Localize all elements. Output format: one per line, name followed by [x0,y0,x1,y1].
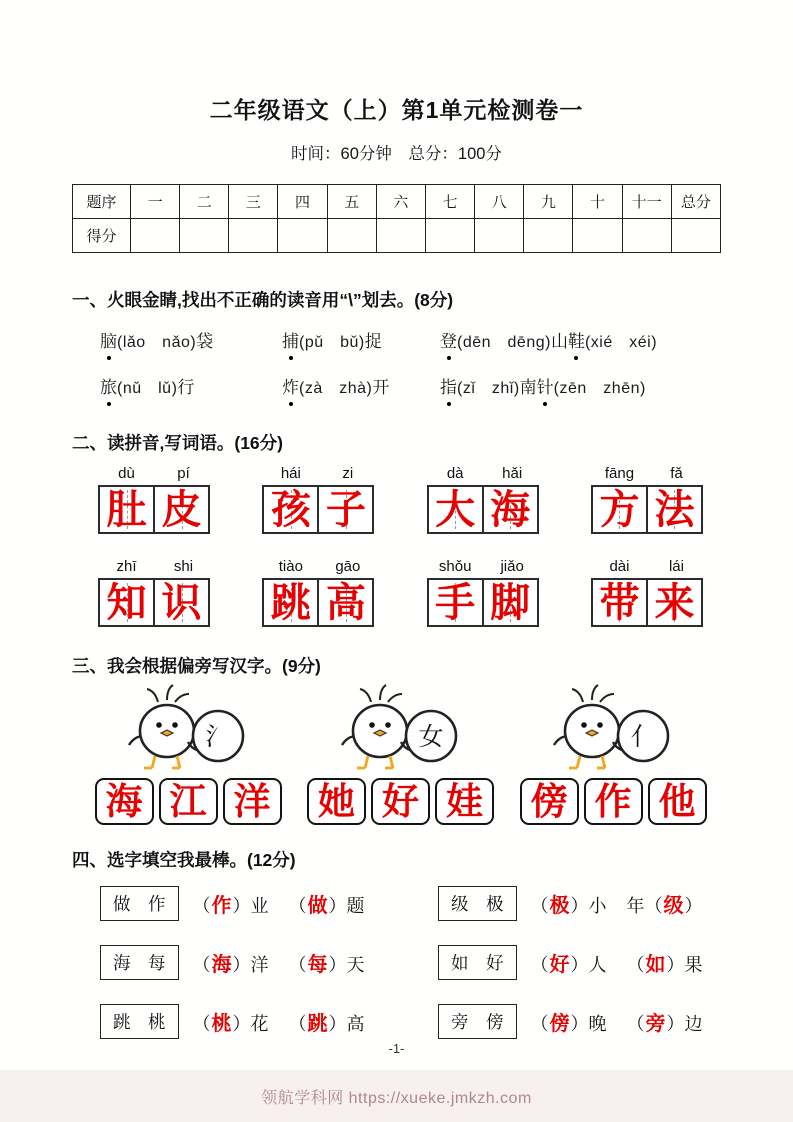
pinyin-options: (zǐ zhǐ) [457,380,520,397]
handwritten-answer: 娃 [446,781,483,822]
dotted-char-2: 鞋 [568,327,585,357]
radical-group [90,682,286,825]
writing-cell [98,578,155,627]
blank-suffix: ）题 [328,896,365,916]
pinyin-options: (nǔ lǔ) [117,380,178,397]
score-cell-empty [524,219,573,253]
suffix-char: 捉 [364,332,382,351]
pinyin-label [98,558,212,575]
handwritten-answer: 来 [654,580,695,625]
pinyin-options: (dēn dēng) [457,334,551,351]
writing-cell [98,485,155,534]
fill-blank [289,1007,365,1036]
answer-box [307,778,366,825]
handwritten-answer: 法 [654,487,695,532]
handwritten-answer: 每 [307,954,328,976]
blank-prefix: （ [626,955,645,975]
fill-blank [531,889,607,918]
score-table-score-row [73,219,721,253]
fill-blank [531,1007,607,1036]
section2-row-1 [72,465,721,534]
handwritten-answer: 如 [645,954,666,976]
score-col-header: 六 [376,185,425,219]
pinyin-syllable: lái [668,558,684,575]
writing-cell [153,578,210,627]
fill-blank [289,948,365,977]
fill-blank [193,948,269,977]
score-table-label-score: 得分 [73,219,131,253]
handwritten-answer: 孩 [270,487,311,532]
pinyin-label [98,465,212,482]
suffix-char: 开 [372,378,390,397]
score-cell-empty [622,219,671,253]
dotted-char: 捕 [282,327,299,357]
handwritten-answer: 极 [549,895,570,917]
exam-meta: 时间：60分钟 总分：100分 [291,145,502,163]
blank-prefix: （ [192,896,211,916]
handwritten-answer: 手 [435,580,476,625]
section4-title: 四、选字填空我最棒。(12分) [72,850,296,870]
score-col-header: 五 [327,185,376,219]
footer-watermark-bar [0,1070,793,1122]
handwritten-answer: 方 [599,487,640,532]
section3-row [72,682,721,825]
handwritten-answer: 她 [318,781,355,822]
bird-illustration [549,682,677,776]
bird-illustration [337,682,465,776]
writing-cell [646,578,703,627]
phonetic-item [440,327,657,358]
writing-boxes [591,578,707,627]
handwritten-answer: 作 [211,895,232,917]
score-cell-empty [180,219,229,253]
section3-title: 三、我会根据偏旁写汉字。(9分) [72,656,321,676]
writing-boxes [262,485,378,534]
radical-sign: 女 [417,723,444,751]
answer-box [159,778,218,825]
fill-blank [193,1007,269,1036]
radical-answer-boxes [307,778,494,825]
pinyin-syllable: dài [609,558,630,575]
section4-grid [72,886,721,1039]
answer-box [520,778,579,825]
fill-blank [193,889,269,918]
pinyin-label [591,465,705,482]
radical-group [515,682,711,825]
handwritten-answer: 肚 [106,487,147,532]
blank-prefix: （ [192,955,211,975]
handwritten-answer: 海 [490,487,531,532]
score-cell-empty [278,219,327,253]
handwritten-answer: 跳 [307,1013,328,1035]
handwritten-answer: 级 [663,895,684,917]
handwritten-answer: 知 [106,580,147,625]
handwritten-answer: 识 [161,580,202,625]
handwritten-answer: 子 [325,487,366,532]
dotted-char: 脑 [100,327,117,357]
blank-prefix: （ [288,955,307,975]
choice-box: 跳 桃 [100,1004,179,1039]
writing-cell [482,578,539,627]
pinyin-syllable: fǎ [670,465,683,482]
radical-answer-boxes [95,778,282,825]
suffix-char: 行 [177,378,195,397]
choice-box: 海 每 [100,945,179,980]
answer-box [435,778,494,825]
blank-prefix: （ [530,1014,549,1034]
pinyin-word-group [98,465,214,534]
writing-boxes [98,578,214,627]
blank-suffix: ）边 [666,1014,703,1034]
section2-title: 二、读拼音,写词语。(16分) [72,433,283,453]
score-table [72,184,721,253]
blank-suffix: ） [684,896,703,916]
blank-prefix: （ [626,1014,645,1034]
score-col-header: 七 [425,185,474,219]
pinyin-word-group [427,465,543,534]
blank-suffix: ）晚 [570,1014,607,1034]
handwritten-answer: 好 [382,781,419,822]
handwritten-answer: 海 [105,781,143,822]
writing-cell [646,485,703,534]
pinyin-syllable: dù [118,465,135,482]
radical-sign: 氵 [205,723,231,751]
blank-suffix: ）业 [232,896,269,916]
dotted-char-2: 针 [537,373,554,403]
choice-fill-item [100,945,438,980]
suffix-char: 南 [519,378,537,397]
score-col-header: 四 [278,185,327,219]
fill-blank [627,889,703,918]
suffix-char: 袋 [196,332,214,351]
handwritten-answer: 大 [435,487,476,532]
choice-box: 旁 傍 [438,1004,517,1039]
choice-box: 级 极 [438,886,517,921]
score-cell-empty [475,219,524,253]
blank-prefix: 年（ [626,896,663,916]
handwritten-answer: 海 [211,954,232,976]
pinyin-syllable: tiào [278,558,303,575]
handwritten-answer: 旁 [645,1013,666,1035]
pinyin-syllable: fāng [604,465,635,482]
pinyin-syllable: zi [342,465,354,482]
writing-boxes [591,485,707,534]
score-col-header: 二 [180,185,229,219]
writing-cell [262,485,319,534]
writing-cell [262,578,319,627]
handwritten-answer: 桃 [211,1013,232,1035]
pinyin-word-group [262,465,378,534]
choice-box: 做 作 [100,886,179,921]
pinyin-label [427,465,541,482]
writing-cell [153,485,210,534]
section2-row-2 [72,558,721,627]
pinyin-label [591,558,705,575]
handwritten-answer: 作 [594,781,632,822]
fill-blank [531,948,607,977]
score-col-header: 十一 [622,185,671,219]
score-cell-empty [229,219,278,253]
blank-suffix: ）洋 [232,955,269,975]
pinyin-syllable: shi [173,558,194,575]
score-col-header: 十 [573,185,622,219]
pinyin-word-group [262,558,378,627]
pinyin-syllable: pí [177,465,190,482]
pinyin-syllable: hái [280,465,301,482]
score-cell-empty [425,219,474,253]
writing-cell [317,485,374,534]
handwritten-answer: 脚 [490,580,531,625]
writing-boxes [427,578,543,627]
handwritten-answer: 高 [325,580,366,625]
blank-suffix: ）高 [328,1014,365,1034]
page-number: -1- [388,1041,405,1056]
footer-site-text: 领航学科网 https://xueke.jmkzh.com [261,1089,532,1107]
blank-prefix: （ [288,1014,307,1034]
score-col-header: 八 [475,185,524,219]
pinyin-word-group [98,558,214,627]
phonetic-item [100,373,282,404]
dotted-char: 旅 [100,373,117,403]
phonetic-item [100,327,282,358]
answer-box [584,778,643,825]
score-table-label-question-order: 题序 [73,185,131,219]
handwritten-answer: 做 [307,895,328,917]
pinyin-options: (pǔ bǔ) [299,334,365,351]
pinyin-options: (lǎo nǎo) [117,334,197,351]
blank-suffix: ）果 [666,955,703,975]
pinyin-syllable: shǒu [438,558,472,575]
writing-boxes [262,578,378,627]
phonetic-item [282,327,440,358]
section1-row-1 [72,327,721,358]
dotted-char: 炸 [282,373,299,403]
handwritten-answer: 傍 [549,1013,570,1035]
handwritten-answer: 傍 [530,781,568,822]
blank-suffix: ）人 [570,955,607,975]
handwritten-answer: 洋 [233,781,271,822]
pinyin-options-2: (zēn zhēn) [553,380,646,397]
dotted-char: 登 [440,327,457,357]
blank-prefix: （ [530,955,549,975]
writing-cell [427,578,484,627]
pinyin-label [262,465,376,482]
score-col-header: 一 [131,185,180,219]
handwritten-answer: 皮 [161,487,202,532]
score-cell-empty [327,219,376,253]
pinyin-word-group [591,465,707,534]
handwritten-answer: 跳 [270,580,311,625]
dotted-char: 指 [440,373,457,403]
handwritten-answer: 带 [599,580,640,625]
blank-suffix: ）花 [232,1014,269,1034]
writing-cell [591,485,648,534]
pinyin-word-group [427,558,543,627]
section1-title: 一、火眼金睛,找出不正确的读音用“\”划去。(8分) [72,290,454,310]
answer-box [371,778,430,825]
score-col-header: 总分 [671,185,720,219]
handwritten-answer: 好 [549,954,570,976]
pinyin-syllable: jiǎo [500,558,524,575]
writing-boxes [98,485,214,534]
blank-suffix: ）天 [328,955,365,975]
choice-fill-item [438,1004,723,1039]
choice-fill-item [438,945,723,980]
pinyin-label [427,558,541,575]
pinyin-label [262,558,376,575]
pinyin-word-group [591,558,707,627]
writing-cell [427,485,484,534]
blank-suffix: ）小 [570,896,607,916]
writing-cell [591,578,648,627]
page-title: 二年级语文（上）第1单元检测卷一 [209,97,584,123]
blank-prefix: （ [192,1014,211,1034]
writing-boxes [427,485,543,534]
score-cell-empty [671,219,720,253]
answer-box [95,778,154,825]
blank-prefix: （ [288,896,307,916]
radical-group [303,682,499,825]
radical-answer-boxes [520,778,707,825]
handwritten-answer: 他 [658,781,696,822]
answer-box [223,778,282,825]
score-table-header-row [73,185,721,219]
choice-fill-item [438,886,723,921]
radical-sign: 亻 [630,723,656,751]
blank-prefix: （ [530,896,549,916]
choice-box: 如 好 [438,945,517,980]
phonetic-item [440,373,646,404]
score-col-header: 九 [524,185,573,219]
fill-blank [627,948,703,977]
score-cell-empty [573,219,622,253]
score-cell-empty [131,219,180,253]
phonetic-item [282,373,440,404]
pinyin-options: (zà zhà) [299,380,373,397]
score-cell-empty [376,219,425,253]
pinyin-syllable: gāo [335,558,361,575]
pinyin-syllable: dà [446,465,464,482]
score-col-header: 三 [229,185,278,219]
writing-cell [317,578,374,627]
fill-blank [627,1007,703,1036]
section1-row-2 [72,373,721,404]
fill-blank [289,889,365,918]
choice-fill-item [100,886,438,921]
suffix-char: 山 [550,332,568,351]
bird-illustration [124,682,252,776]
pinyin-syllable: zhī [116,558,137,575]
answer-box [648,778,707,825]
handwritten-answer: 江 [169,781,207,822]
writing-cell [482,485,539,534]
pinyin-syllable: hǎi [502,465,523,482]
choice-fill-item [100,1004,438,1039]
pinyin-options-2: (xié xéi) [584,334,658,351]
